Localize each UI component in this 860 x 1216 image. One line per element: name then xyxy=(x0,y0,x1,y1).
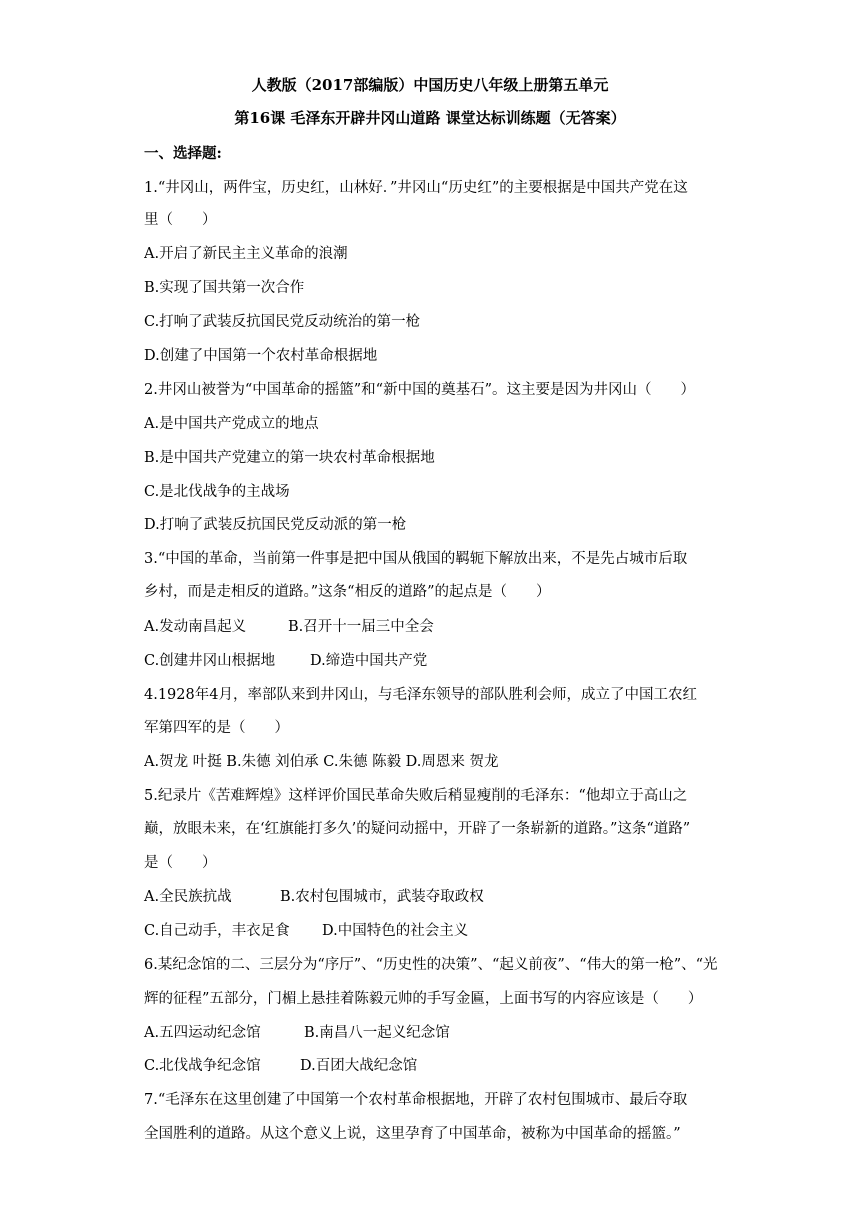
q3-option-d: D.缔造中国共产党 xyxy=(310,653,428,669)
q1-stem-line1: 1.“井冈山，两件宝，历史红，山林好．”井冈山“历史红”的主要根据是中国共产党在这 xyxy=(144,180,688,196)
q2-option-c: C.是北伐战争的主战场 xyxy=(144,484,290,500)
q2-option-d: D.打响了武装反抗国民党反动派的第一枪 xyxy=(144,517,407,533)
q6-option-b: B.南昌八一起义纪念馆 xyxy=(304,1025,450,1041)
q1-option-c: C.打响了武装反抗国民党反动统治的第一枪 xyxy=(144,314,421,330)
q5-option-d: D.中国特色的社会主义 xyxy=(322,923,469,939)
q2-option-b: B.是中国共产党建立的第一块农村革命根据地 xyxy=(144,450,435,466)
q1-stem-line2: 里（ ） xyxy=(144,212,217,228)
q5-stem-line3: 是（ ） xyxy=(144,855,217,871)
q6-stem-line2: 辉的征程”五部分，门楣上悬挂着陈毅元帅的手写金匾，上面书写的内容应该是（ ） xyxy=(144,991,703,1007)
q3-option-c: C.创建井冈山根据地 xyxy=(144,653,276,669)
q3-option-a: A.发动南昌起义 xyxy=(144,619,247,635)
q3-stem-line2: 乡村，而是走相反的道路。”这条“相反的道路”的起点是（ ） xyxy=(144,584,551,600)
q6-stem-line1: 6.某纪念馆的二、三层分为“序厅”、“历史性的决策”、“起义前夜”、“伟大的第一枪”、“光 xyxy=(144,957,718,973)
q5-option-a: A.全民族抗战 xyxy=(144,889,232,905)
q7-stem-line1: 7.“毛泽东在这里创建了中国第一个农村革命根据地，开辟了农村包围城市、最后夺取 xyxy=(144,1092,688,1108)
section-heading: 一、选择题: xyxy=(144,145,222,162)
q6-option-c: C.北伐战争纪念馆 xyxy=(144,1058,261,1074)
q5-option-b: B.农村包围城市，武装夺取政权 xyxy=(280,889,484,905)
q1-option-d: D.创建了中国第一个农村革命根据地 xyxy=(144,348,378,364)
document-subtitle: 第16课 毛泽东开辟井冈山道路 课堂达标训练题（无答案） xyxy=(234,109,626,127)
q1-option-b: B.实现了国共第一次合作 xyxy=(144,280,305,296)
q3-option-b: B.召开十一届三中全会 xyxy=(288,619,434,635)
q6-option-a: A.五四运动纪念馆 xyxy=(144,1025,261,1041)
document-title: 人教版（2017部编版）中国历史八年级上册第五单元 xyxy=(251,76,609,94)
q2-stem-line1: 2.井冈山被誉为“中国革命的摇篮”和“新中国的奠基石”。这主要是因为井冈山（ ） xyxy=(144,382,695,398)
q2-option-a: A.是中国共产党成立的地点 xyxy=(144,416,319,432)
q6-option-d: D.百团大战纪念馆 xyxy=(300,1058,418,1074)
q5-option-c: C.自己动手，丰衣足食 xyxy=(144,923,290,939)
q4-options: A.贺龙 叶挺 B.朱德 刘伯承 C.朱德 陈毅 D.周恩来 贺龙 xyxy=(144,754,499,770)
q4-stem-line1: 4.1928年4月，率部队来到井冈山，与毛泽东领导的部队胜利会师，成立了中国工农红 xyxy=(144,687,697,703)
q5-stem-line2: 巅，放眼未来，在‘红旗能打多久’的疑问动摇中，开辟了一条崭新的道路。”这条“道路” xyxy=(144,821,691,837)
q1-option-a: A.开启了新民主主义革命的浪潮 xyxy=(144,246,348,262)
q4-stem-line2: 军第四军的是（ ） xyxy=(144,720,289,736)
q5-stem-line1: 5.纪录片《苦难辉煌》这样评价国民革命失败后稍显瘦削的毛泽东：“他却立于高山之 xyxy=(144,788,688,804)
q3-stem-line1: 3.“中国的革命，当前第一件事是把中国从俄国的羁轭下解放出来，不是先占城市后取 xyxy=(144,551,688,567)
q7-stem-line2: 全国胜利的道路。从这个意义上说，这里孕育了中国革命，被称为中国革命的摇篮。” xyxy=(144,1126,681,1142)
